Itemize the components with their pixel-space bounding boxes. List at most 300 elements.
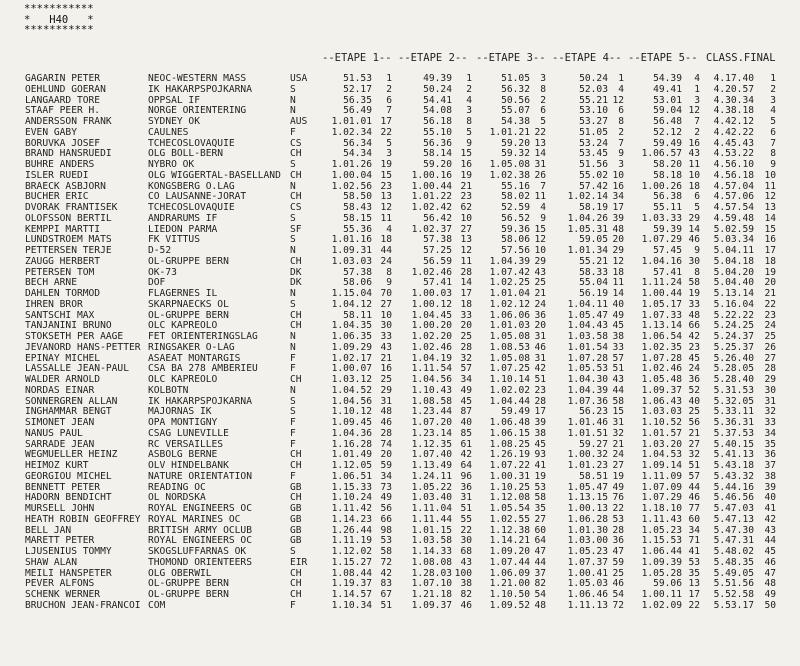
etape-4-place: 58 — [612, 395, 624, 407]
category-banner — [24, 4, 94, 36]
etape-1-place: 44 — [380, 245, 392, 256]
etape-2-time: 1.07.20 — [411, 417, 452, 428]
etape-1-time: 1.04.56 — [331, 395, 372, 407]
competitor-name: HEIMOZ KURT — [25, 461, 89, 471]
competitor-name: SARRADE JEAN — [25, 439, 95, 450]
etape-3-place: 5 — [540, 116, 546, 127]
etape-5-time: 1.00.26 — [641, 180, 682, 192]
competitor-name: BUCHER ERIC — [25, 192, 89, 203]
etape-3-place: 43 — [534, 266, 546, 278]
etape-3-time: 1.06.48 — [489, 417, 530, 428]
final-place: 47 — [764, 567, 776, 579]
etape-3-time: 55.16 — [501, 180, 530, 192]
club-name: OLV HINDELBANK — [148, 461, 229, 471]
etape-1-time: 1.16.28 — [331, 438, 372, 450]
etape-1-place: 25 — [380, 374, 392, 385]
etape-4-place: 18 — [612, 266, 624, 278]
final-place: 39 — [764, 481, 776, 493]
etape-2-time: 1.12.35 — [411, 438, 452, 450]
etape-1-time: 56.49 — [343, 105, 372, 117]
etape-4-time: 1.07.36 — [567, 395, 608, 407]
final-place: 49 — [764, 589, 776, 600]
nation-code: S — [290, 406, 296, 418]
final-time: 5.24.37 — [713, 331, 754, 342]
final-time: 4.56.18 — [713, 169, 754, 181]
etape-4-time: 1.01.46 — [567, 417, 608, 428]
etape-3-time: 1.07.44 — [489, 556, 530, 568]
club-name: OL-GRUPPE BERN — [148, 256, 229, 267]
etape-5-time: 1.09.39 — [641, 556, 682, 568]
etape-4-place: 12 — [612, 94, 624, 106]
etape-4-place: 36 — [612, 535, 624, 547]
etape-1-place: 11 — [380, 212, 392, 224]
etape-4-place: 29 — [612, 245, 624, 256]
etape-1-time: 1.09.31 — [331, 245, 372, 256]
etape-4-time: 58.33 — [579, 266, 608, 278]
nation-code: CH — [290, 578, 302, 590]
etape-4-place: 16 — [612, 180, 624, 192]
etape-4-place: 3 — [618, 159, 624, 170]
etape-5-place: 2 — [694, 126, 700, 138]
etape-3-time: 56.52 — [501, 212, 530, 224]
final-time: 5.25.37 — [713, 341, 754, 353]
etape-1-place: 46 — [380, 417, 392, 428]
club-name: OLC KAPREOLO — [148, 321, 218, 332]
etape-1-place: 70 — [380, 288, 392, 299]
club-name: CSAG LUNEVILLE — [148, 428, 229, 439]
final-time: 5.43.32 — [713, 470, 754, 482]
final-time: 5.52.58 — [713, 589, 754, 600]
final-place: 7 — [770, 137, 776, 149]
etape-4-place: 17 — [612, 202, 624, 213]
etape-1-time: 1.12.02 — [331, 546, 372, 557]
etape-1-time: 1.15.04 — [331, 288, 372, 299]
final-time: 5.33.11 — [713, 406, 754, 418]
etape-2-place: 55 — [460, 513, 472, 525]
etape-2-place: 18 — [460, 298, 472, 310]
etape-4-time: 1.05.47 — [567, 309, 608, 321]
etape-3-place: 25 — [534, 277, 546, 289]
table-row — [0, 300, 800, 311]
etape-4-place: 1 — [618, 73, 624, 84]
etape-2-place: 85 — [460, 427, 472, 439]
final-time: 5.28.05 — [713, 363, 754, 375]
competitor-name: SONNERGREN ALLAN — [25, 396, 118, 407]
etape-1-place: 3 — [386, 148, 392, 160]
etape-3-time: 1.10.14 — [489, 374, 530, 385]
club-name: SKOGSLUFFARNAS OK — [148, 547, 247, 557]
etape-2-place: 28 — [460, 341, 472, 353]
etape-2-place: 4 — [466, 94, 472, 106]
etape-1-place: 53 — [380, 535, 392, 547]
etape-1-place: 66 — [380, 513, 392, 525]
etape-3-place: 9 — [540, 212, 546, 224]
competitor-name: PETTERSEN TERJE — [25, 246, 112, 256]
etape-3-time: 1.12.08 — [489, 492, 530, 504]
etape-1-place: 30 — [380, 320, 392, 332]
etape-5-place: 5 — [694, 202, 700, 213]
results-table — [0, 74, 800, 612]
club-name: NATURE ORIENTATION — [148, 471, 252, 482]
etape-5-time: 1.07.29 — [641, 234, 682, 246]
etape-3-time: 1.01.03 — [489, 320, 530, 332]
etape-4-time: 52.03 — [579, 83, 608, 95]
final-time: 5.44.16 — [713, 481, 754, 493]
final-time: 4.56.10 — [713, 159, 754, 170]
etape-4-time: 1.02.14 — [567, 191, 608, 203]
etape-1-place: 83 — [380, 578, 392, 590]
etape-5-time: 55.11 — [653, 202, 682, 213]
nation-code: CH — [290, 567, 302, 579]
etape-3-time: 1.10.25 — [489, 481, 530, 493]
etape-4-time: 55.04 — [579, 277, 608, 289]
club-name: BRITISH ARMY OCLUB — [148, 525, 252, 536]
etape-2-place: 62 — [460, 202, 472, 213]
etape-3-time: 1.08.53 — [489, 341, 530, 353]
table-row — [0, 214, 800, 225]
final-time: 5.04.40 — [713, 277, 754, 289]
final-place: 4 — [770, 105, 776, 117]
etape-4-place: 14 — [612, 288, 624, 299]
etape-2-place: 3 — [466, 105, 472, 117]
etape-1-place: 9 — [386, 277, 392, 289]
etape-5-place: 34 — [688, 524, 700, 536]
etape-1-place: 67 — [380, 589, 392, 600]
etape-5-place: 30 — [688, 255, 700, 267]
etape-4-time: 1.00.32 — [567, 449, 608, 461]
nation-code: CH — [290, 148, 302, 160]
header-etape-5: --ETAPE 5-- — [628, 52, 698, 64]
etape-5-place: 3 — [694, 94, 700, 106]
etape-5-place: 35 — [688, 567, 700, 579]
etape-3-time: 1.02.55 — [489, 513, 530, 525]
nation-code: CH — [290, 449, 302, 461]
club-name: OLC KAPREOLO — [148, 375, 218, 385]
etape-3-time: 1.00.31 — [489, 470, 530, 482]
nation-code: F — [290, 427, 296, 439]
etape-2-time: 1.04.56 — [411, 374, 452, 385]
etape-2-place: 13 — [460, 234, 472, 246]
etape-2-time: 49.39 — [423, 73, 452, 84]
table-row — [0, 429, 800, 440]
nation-code: DK — [290, 277, 302, 289]
etape-3-place: 60 — [534, 524, 546, 536]
competitor-name: GAGARIN PETER — [25, 74, 101, 84]
etape-1-time: 1.08.44 — [331, 567, 372, 579]
etape-1-place: 34 — [380, 470, 392, 482]
etape-3-time: 1.09.20 — [489, 546, 530, 557]
etape-2-place: 36 — [460, 481, 472, 493]
club-name: ASBOLG BERNE — [148, 450, 218, 461]
etape-1-place: 16 — [380, 363, 392, 375]
etape-3-time: 54.38 — [501, 116, 530, 127]
etape-5-time: 1.15.53 — [641, 535, 682, 547]
etape-5-place: 10 — [688, 169, 700, 181]
etape-2-time: 1.08.08 — [411, 556, 452, 568]
nation-code: AUS — [290, 116, 308, 127]
nation-code: CH — [290, 169, 302, 181]
etape-3-place: 48 — [534, 599, 546, 611]
final-time: 5.43.18 — [713, 460, 754, 471]
etape-2-time: 1.11.44 — [411, 513, 452, 525]
etape-5-time: 1.04.16 — [641, 255, 682, 267]
etape-2-place: 14 — [460, 277, 472, 289]
etape-4-time: 55.02 — [579, 169, 608, 181]
etape-1-place: 43 — [380, 341, 392, 353]
header-class-final: CLASS.FINAL — [706, 52, 776, 64]
final-place: 12 — [764, 191, 776, 203]
club-name: ROYAL ENGINEERS OC — [148, 504, 252, 514]
etape-3-time: 1.02.12 — [489, 298, 530, 310]
competitor-name: HEATH ROBIN GEOFFREY — [25, 514, 141, 525]
etape-5-time: 58.18 — [653, 169, 682, 181]
etape-4-place: 6 — [618, 105, 624, 117]
competitor-name: HADORN BENDICHT — [25, 493, 112, 504]
etape-2-place: 5 — [466, 126, 472, 138]
etape-1-place: 73 — [380, 481, 392, 493]
etape-4-time: 1.05.31 — [567, 223, 608, 235]
etape-5-time: 1.05.28 — [641, 567, 682, 579]
etape-1-place: 10 — [380, 309, 392, 321]
etape-3-place: 11 — [534, 191, 546, 203]
etape-2-place: 10 — [460, 212, 472, 224]
etape-4-place: 54 — [612, 589, 624, 600]
nation-code: CH — [290, 309, 302, 321]
final-time: 4.45.43 — [713, 137, 754, 149]
etape-4-time: 50.24 — [579, 73, 608, 84]
etape-3-time: 55.07 — [501, 105, 530, 117]
etape-3-place: 27 — [534, 513, 546, 525]
etape-5-time: 54.39 — [653, 73, 682, 84]
etape-2-time: 1.01.15 — [411, 524, 452, 536]
etape-4-time: 58.51 — [579, 470, 608, 482]
etape-2-time: 1.02.46 — [411, 266, 452, 278]
etape-4-time: 1.01.34 — [567, 245, 608, 256]
etape-1-time: 1.14.57 — [331, 589, 372, 600]
etape-2-time: 1.00.20 — [411, 320, 452, 332]
etape-2-place: 87 — [460, 406, 472, 418]
club-name: NYBRO OK — [148, 160, 195, 170]
etape-2-place: 45 — [460, 395, 472, 407]
etape-1-time: 58.06 — [343, 277, 372, 289]
club-name: RC VERSAILLES — [148, 439, 224, 450]
etape-2-place: 40 — [460, 417, 472, 428]
competitor-name: JEVANORD HANS-PETTER — [25, 342, 141, 353]
etape-4-place: 24 — [612, 449, 624, 461]
etape-1-place: 31 — [380, 395, 392, 407]
etape-2-place: 15 — [460, 148, 472, 160]
club-name: OL NORDSKA — [148, 493, 206, 504]
etape-4-time: 51.05 — [579, 126, 608, 138]
final-place: 9 — [770, 159, 776, 170]
etape-3-time: 1.21.00 — [489, 578, 530, 590]
final-time: 5.16.04 — [713, 298, 754, 310]
etape-1-time: 55.36 — [343, 223, 372, 235]
etape-2-time: 55.10 — [423, 126, 452, 138]
etape-4-place: 11 — [612, 277, 624, 289]
etape-3-place: 54 — [534, 589, 546, 600]
etape-4-place: 43 — [612, 374, 624, 385]
etape-5-place: 58 — [688, 277, 700, 289]
etape-1-place: 24 — [380, 255, 392, 267]
etape-1-place: 15 — [380, 169, 392, 181]
club-name: THOMOND ORIENTEERS — [148, 557, 252, 568]
etape-5-place: 17 — [688, 589, 700, 600]
table-row — [0, 171, 800, 182]
etape-5-place: 14 — [688, 223, 700, 235]
etape-1-time: 1.06.51 — [331, 470, 372, 482]
etape-1-time: 1.11.19 — [331, 535, 372, 547]
nation-code: CH — [290, 460, 302, 471]
etape-2-place: 34 — [460, 374, 472, 385]
etape-4-place: 8 — [618, 116, 624, 127]
etape-5-place: 77 — [688, 503, 700, 514]
final-time: 5.40.15 — [713, 438, 754, 450]
etape-3-time: 1.01.04 — [489, 288, 530, 299]
etape-1-place: 7 — [386, 105, 392, 117]
etape-4-place: 40 — [612, 298, 624, 310]
final-place: 42 — [764, 513, 776, 525]
etape-3-place: 53 — [534, 481, 546, 493]
competitor-name: BRAECK ASBJORN — [25, 181, 106, 192]
etape-3-place: 21 — [534, 288, 546, 299]
final-time: 4.57.04 — [713, 180, 754, 192]
final-place: 13 — [764, 202, 776, 213]
etape-1-place: 51 — [380, 599, 392, 611]
etape-5-place: 11 — [688, 159, 700, 170]
etape-3-time: 1.06.06 — [489, 309, 530, 321]
nation-code: GB — [290, 503, 302, 514]
etape-3-time: 50.56 — [501, 94, 530, 106]
etape-1-place: 2 — [386, 83, 392, 95]
etape-4-time: 56.23 — [579, 406, 608, 418]
nation-code: N — [290, 180, 296, 192]
etape-5-time: 59.04 — [653, 105, 682, 117]
etape-5-place: 71 — [688, 535, 700, 547]
etape-5-time: 1.18.10 — [641, 503, 682, 514]
final-time: 5.47.31 — [713, 535, 754, 547]
final-time: 5.41.13 — [713, 449, 754, 461]
etape-3-place: 2 — [540, 94, 546, 106]
etape-5-place: 60 — [688, 513, 700, 525]
table-row — [0, 343, 800, 354]
club-name: FK VITTUS — [148, 235, 200, 246]
competitor-name: STAAF PEER H. — [25, 106, 101, 117]
etape-4-place: 44 — [612, 384, 624, 396]
etape-1-time: 1.09.45 — [331, 417, 372, 428]
etape-1-place: 18 — [380, 234, 392, 246]
etape-3-time: 1.02.38 — [489, 169, 530, 181]
header-etape-2: --ETAPE 2-- — [398, 52, 468, 64]
etape-4-time: 1.05.03 — [567, 578, 608, 590]
final-place: 11 — [764, 180, 776, 192]
etape-1-time: 1.11.42 — [331, 503, 372, 514]
etape-4-place: 48 — [612, 223, 624, 235]
etape-4-place: 72 — [612, 599, 624, 611]
etape-4-place: 51 — [612, 363, 624, 375]
etape-3-place: 23 — [534, 384, 546, 396]
banner-line: *********** — [24, 24, 94, 36]
etape-3-place: 22 — [534, 126, 546, 138]
etape-4-place: 39 — [612, 212, 624, 224]
club-name: OPPSAL IF — [148, 95, 200, 106]
etape-2-place: 68 — [460, 546, 472, 557]
etape-4-time: 53.24 — [579, 137, 608, 149]
etape-1-place: 17 — [380, 116, 392, 127]
etape-3-time: 59.20 — [501, 137, 530, 149]
etape-1-place: 13 — [380, 191, 392, 203]
etape-4-time: 1.01.51 — [567, 427, 608, 439]
etape-3-place: 41 — [534, 460, 546, 471]
competitor-name: OLOFSSON BERTIL — [25, 213, 112, 224]
etape-1-time: 1.04.36 — [331, 427, 372, 439]
etape-5-place: 12 — [688, 105, 700, 117]
etape-3-place: 6 — [540, 105, 546, 117]
etape-1-time: 1.02.34 — [331, 126, 372, 138]
etape-2-place: 82 — [460, 589, 472, 600]
banner-title: * H40 * — [24, 13, 94, 26]
competitor-name: BENNETT PETER — [25, 482, 101, 493]
competitor-name: WALDER ARNOLD — [25, 375, 101, 385]
etape-1-time: 58.43 — [343, 202, 372, 213]
etape-1-place: 20 — [380, 449, 392, 461]
etape-3-time: 1.05.54 — [489, 503, 530, 514]
etape-2-place: 17 — [460, 288, 472, 299]
etape-1-time: 57.38 — [343, 266, 372, 278]
etape-4-time: 1.04.39 — [567, 384, 608, 396]
competitor-name: BRUCHON JEAN-FRANCOI — [25, 600, 141, 611]
etape-5-time: 58.20 — [653, 159, 682, 170]
etape-4-place: 34 — [612, 191, 624, 203]
final-place: 19 — [764, 266, 776, 278]
etape-4-place: 57 — [612, 352, 624, 364]
etape-1-time: 1.04.12 — [331, 298, 372, 310]
table-row — [0, 257, 800, 268]
etape-3-time: 1.07.25 — [489, 363, 530, 375]
etape-1-place: 23 — [380, 180, 392, 192]
nation-code: N — [290, 105, 296, 117]
etape-2-time: 1.02.37 — [411, 223, 452, 235]
etape-5-place: 41 — [688, 546, 700, 557]
etape-4-time: 1.04.26 — [567, 212, 608, 224]
etape-4-time: 1.03.00 — [567, 535, 608, 547]
competitor-name: BORUVKA JOSEF — [25, 138, 101, 149]
etape-1-time: 1.02.56 — [331, 180, 372, 192]
etape-3-time: 59.49 — [501, 406, 530, 418]
etape-3-time: 1.06.15 — [489, 427, 530, 439]
club-name: OL-GRUPPE BERN — [148, 579, 229, 590]
etape-5-time: 1.09.14 — [641, 460, 682, 471]
nation-code: S — [290, 212, 296, 224]
etape-2-time: 56.36 — [423, 137, 452, 149]
etape-1-time: 1.19.37 — [331, 578, 372, 590]
etape-5-time: 1.11.09 — [641, 470, 682, 482]
final-time: 5.04.11 — [713, 245, 754, 256]
etape-2-place: 19 — [460, 169, 472, 181]
club-name: NORGE ORIENTERING — [148, 106, 247, 117]
final-time: 4.53.22 — [713, 148, 754, 160]
competitor-name: PETERSEN TOM — [25, 267, 95, 278]
club-name: IK HAKARPSPOJKARNA — [148, 396, 252, 407]
final-place: 16 — [764, 234, 776, 246]
nation-code: S — [290, 83, 296, 95]
final-place: 40 — [764, 492, 776, 504]
final-place: 37 — [764, 460, 776, 471]
etape-5-time: 1.07.28 — [641, 352, 682, 364]
final-time: 5.48.02 — [713, 546, 754, 557]
etape-4-place: 27 — [612, 460, 624, 471]
etape-4-time: 57.42 — [579, 180, 608, 192]
